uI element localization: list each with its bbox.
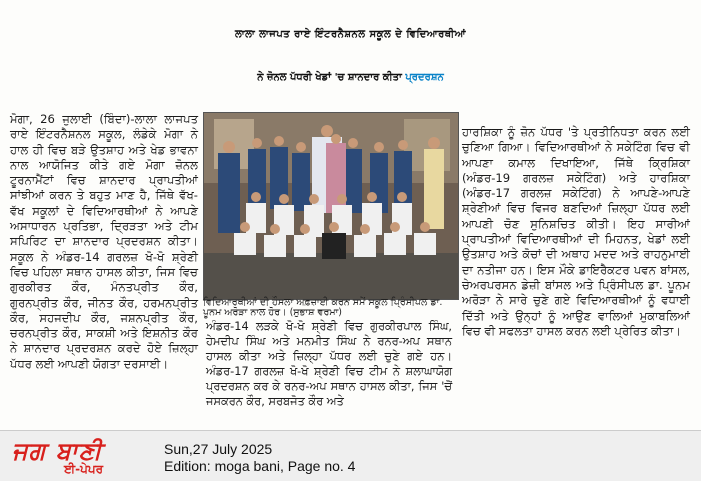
article-text-left: ਮੋਗਾ, 26 ਜੁਲਾਈ (ਬਿੰਦਾ)-ਲਾਲਾ ਲਾਜਪਤ ਰਾਏ ਇੰਟਰਨੈਸ਼ਨਲ ਸਕੂਲ, ਲੰਡੇਕੇ ਮੋਗਾ ਨੇ ਹਾਲ ਹੀ ਵਿਚ ਬੜੇ ਉਤਸ਼ਾਹ ਅਤੇ ਖੇਡ ਭਾਵਨਾ ਨਾਲ ਆਯੋਜਿਤ ਕੀਤੇ ਗਏ ਮੋਗਾ ਜ਼ੋਨਲ ਟੂਰਨਾਮੈਂਟਾਂ ਵਿਚ ਸ਼ਾਨਦਾਰ ਪ੍ਰਾਪਤੀਆਂ ਸਾਂਝੀਆਂ ਕਰਨ ਤੇ ਬਹੁਤ ਮਾਣ ਹੈ, ਜਿੱਥੇ ਵੱਖ-ਵੱਖ ਸਕੂਲਾਂ ਦੇ ਵਿਦਿਆਰਥੀਆਂ ਨੇ ਆਪਣੇ ਅਸਾਧਾਰਨ ਪ੍ਰਤਿਭਾ, ਦ੍ਰਿੜਤਾ ਅਤੇ ਟੀਮ ਸਪਿਰਿਟ ਦਾ ਸ਼ਾਨਦਾਰ ਪ੍ਰਦਰਸ਼ਨ ਕੀਤਾ। ਸਕੂਲ ਨੇ ਅੰਡਰ-14 ਗਰਲਜ਼ ਖੋ-ਖੋ ਸ਼੍ਰੇਣੀ ਵਿਚ ਪਹਿਲਾ ਸਥਾਨ ਹਾਸਲ ਕੀਤਾ, ਜਿਸ ਵਿਚ ਗੁਰਕੀਰਤ ਕੌਰ, ਮੰਨਤਪ੍ਰੀਤ ਕੌਰ, ਗੁਰਨਪ੍ਰੀਤ ਕੌਰ, ਜੀਨਤ ਕੌਰ, ਹਰਮਨਪ੍ਰੀਤ ਕੌਰ, ਸਹਜਦੀਪ ਕੌਰ, ਜਸ਼ਨਪ੍ਰੀਤ ਕੌਰ, ਚਰਨਪ੍ਰੀਤ ਕੌਰ, ਸਾਕਸ਼ੀ ਅਤੇ ਇਸ਼ਨੀਤ ਕੌਰ ਨੇ ਸ਼ਾਨਦਾਰ ਪ੍ਰਦਰਸ਼ਨ ਕਰਦੇ ਹੋਏ ਜ਼ਿਲ੍ਹਾ ਪੱਧਰ ਲਈ ਆਪਣੀ ਯੋਗਤਾ ਦਰਸਾਈ। (10, 112, 198, 371)
article-photo (203, 112, 459, 300)
article-text-right: ਹਾਰਸ਼ਿਕਾ ਨੂੰ ਜ਼ੋਨ ਪੱਧਰ 'ਤੇ ਪ੍ਰਤੀਨਿਧਤਾ ਕਰਨ ਲਈ ਚੁਣਿਆ ਗਿਆ। ਵਿਦਿਆਰਥੀਆਂ ਨੇ ਸਕੇਟਿੰਗ ਵਿਚ ਵੀ ਆਪਣਾ ਕਮਾਲ ਦਿਖਾਇਆ, ਜਿੱਥੇ ਕ੍ਰਿਸ਼ਿਕਾ (ਅੰਡਰ-19 ਗਰਲਜ਼ ਸਕੇਟਿੰਗ) ਅਤੇ ਹਾਰਸ਼ਿਕਾ (ਅੰਡਰ-17 ਗਰਲਜ਼ ਸਕੇਟਿੰਗ) ਨੇ ਆਪਣੇ-ਆਪਣੇ ਸ਼੍ਰੇਣੀਆਂ ਵਿਚ ਵਿਜਰ ਬਣਦਿਆਂ ਜ਼ਿਲ੍ਹਾ ਪੱਧਰ ਲਈ ਆਪਣੀ ਚੋਣ ਸੁਨਿਸ਼ਚਿਤ ਕੀਤੀ। ਇਹ ਸਾਰੀਆਂ ਪ੍ਰਾਪਤੀਆਂ ਵਿਦਿਆਰਥੀਆਂ ਦੀ ਮਿਹਨਤ, ਖੇਡਾਂ ਲਈ ਉਤਸ਼ਾਹ ਅਤੇ ਕੋਚਾਂ ਦੀ ਅਥਾਹ ਮਦਦ ਅਤੇ ਰਾਹਨੁਮਾਈ ਦਾ ਨਤੀਜਾ ਹਨ। ਇਸ ਮੌਕੇ ਡਾਇਰੈਕਟਰ ਪਵਨ ਬਾਂਸਲ, ਚੇਅਰਪਰਸਨ ਡੇਜ਼ੀ ਬਾਂਸਲ ਅਤੇ ਪ੍ਰਿੰਸੀਪਲ ਡਾ. ਪੂਨਮ ਅਰੋੜਾ ਨੇ ਸਾਰੇ ਚੁਣੇ ਗਏ ਵਿਦਿਆਰਥੀਆਂ ਨੂੰ ਵਧਾਈ ਦਿੱਤੀ ਅਤੇ ਉਨ੍ਹਾਂ ਨੂੰ ਆਉਣ ਵਾਲਿਆਂ ਮੁਕਾਬਲਿਆਂ ਵਿਚ ਵੀ ਸਫਲਤਾ ਹਾਸਲ ਕਰਨ ਲਈ ਪ੍ਰੇਰਿਤ ਕੀਤਾ। (462, 125, 690, 338)
headline-accent: ਪ੍ਰਦਰਸ਼ਨ (405, 72, 444, 83)
logo-subtitle: ਈ-ਪੇਪਰ (64, 462, 104, 476)
article-column-right (462, 125, 690, 410)
photo-caption: ਵਿਦਿਆਰਥੀਆਂ ਦੀ ਹੌਸਲਾ ਅਫ਼ਜ਼ਾਈ ਕਰਨ ਸਮੇਂ ਸਕੂਲ ਪ੍ਰਿੰਸੀਪਲ ਡਾ. ਪੂਨਮ ਅਰੋੜਾ ਨਾਲ ਹੋਰ। (ਸੁਭਾਸ਼ ਵਰਮਾ) (203, 297, 443, 318)
headline-main: ਨੇ ਜ਼ੋਨਲ ਪੱਧਰੀ ਖੇਡਾਂ 'ਚ ਸ਼ਾਨਦਾਰ ਕੀਤਾ (257, 72, 402, 83)
article-text-middle: ਅੰਡਰ-14 ਲੜਕੇ ਖੋ-ਖੋ ਸ਼੍ਰੇਣੀ ਵਿਚ ਗੁਰਕੀਰਪਾਲ ਸਿੰਘ, ਹੇਮਦੀਪ ਸਿੰਘ ਅਤੇ ਮਨਮੀਤ ਸਿੰਘ ਨੇ ਰਨਰ-ਅਪ ਸਥਾਨ ਹਾਸਲ ਕੀਤਾ ਅਤੇ ਜ਼ਿਲ੍ਹਾ ਪੱਧਰ ਲਈ ਚੁਣੇ ਗਏ ਹਨ। ਅੰਡਰ-17 ਗਰਲਜ਼ ਖੋ-ਖੋ ਸ਼੍ਰੇਣੀ ਵਿਚ ਟੀਮ ਨੇ ਸ਼ਲਾਘਾਯੋਗ ਪ੍ਰਦਰਸ਼ਨ ਕਰ ਕੇ ਰਨਰ-ਅਪ ਸਥਾਨ ਹਾਸਲ ਕੀਤਾ, ਜਿਸ 'ਚੋਂ ਜਸਕਰਨ ਕੌਰ, ਸਰਬਜੋਤ ਕੌਰ ਅਤੇ (206, 319, 452, 408)
previous-article-strip (0, 0, 701, 8)
article-column-left (10, 112, 198, 407)
newspaper-logo (8, 437, 158, 477)
headline-line-1: ਲਾਲਾ ਲਾਜਪਤ ਰਾਏ ਇੰਟਰਨੈਸ਼ਨਲ ਸਕੂਲ ਦੇ ਵਿਦਿਆਰਥੀਆਂ (234, 29, 467, 40)
edition-info: Edition: moga bani, Page no. 4 (164, 458, 356, 474)
logo-title: ਜਗ ਬਾਣੀ (12, 437, 103, 465)
group-photo-image (204, 113, 458, 299)
article-column-middle (206, 319, 452, 409)
headline-line-2 (0, 57, 701, 99)
edition-date: Sun,27 July 2025 (164, 441, 273, 457)
